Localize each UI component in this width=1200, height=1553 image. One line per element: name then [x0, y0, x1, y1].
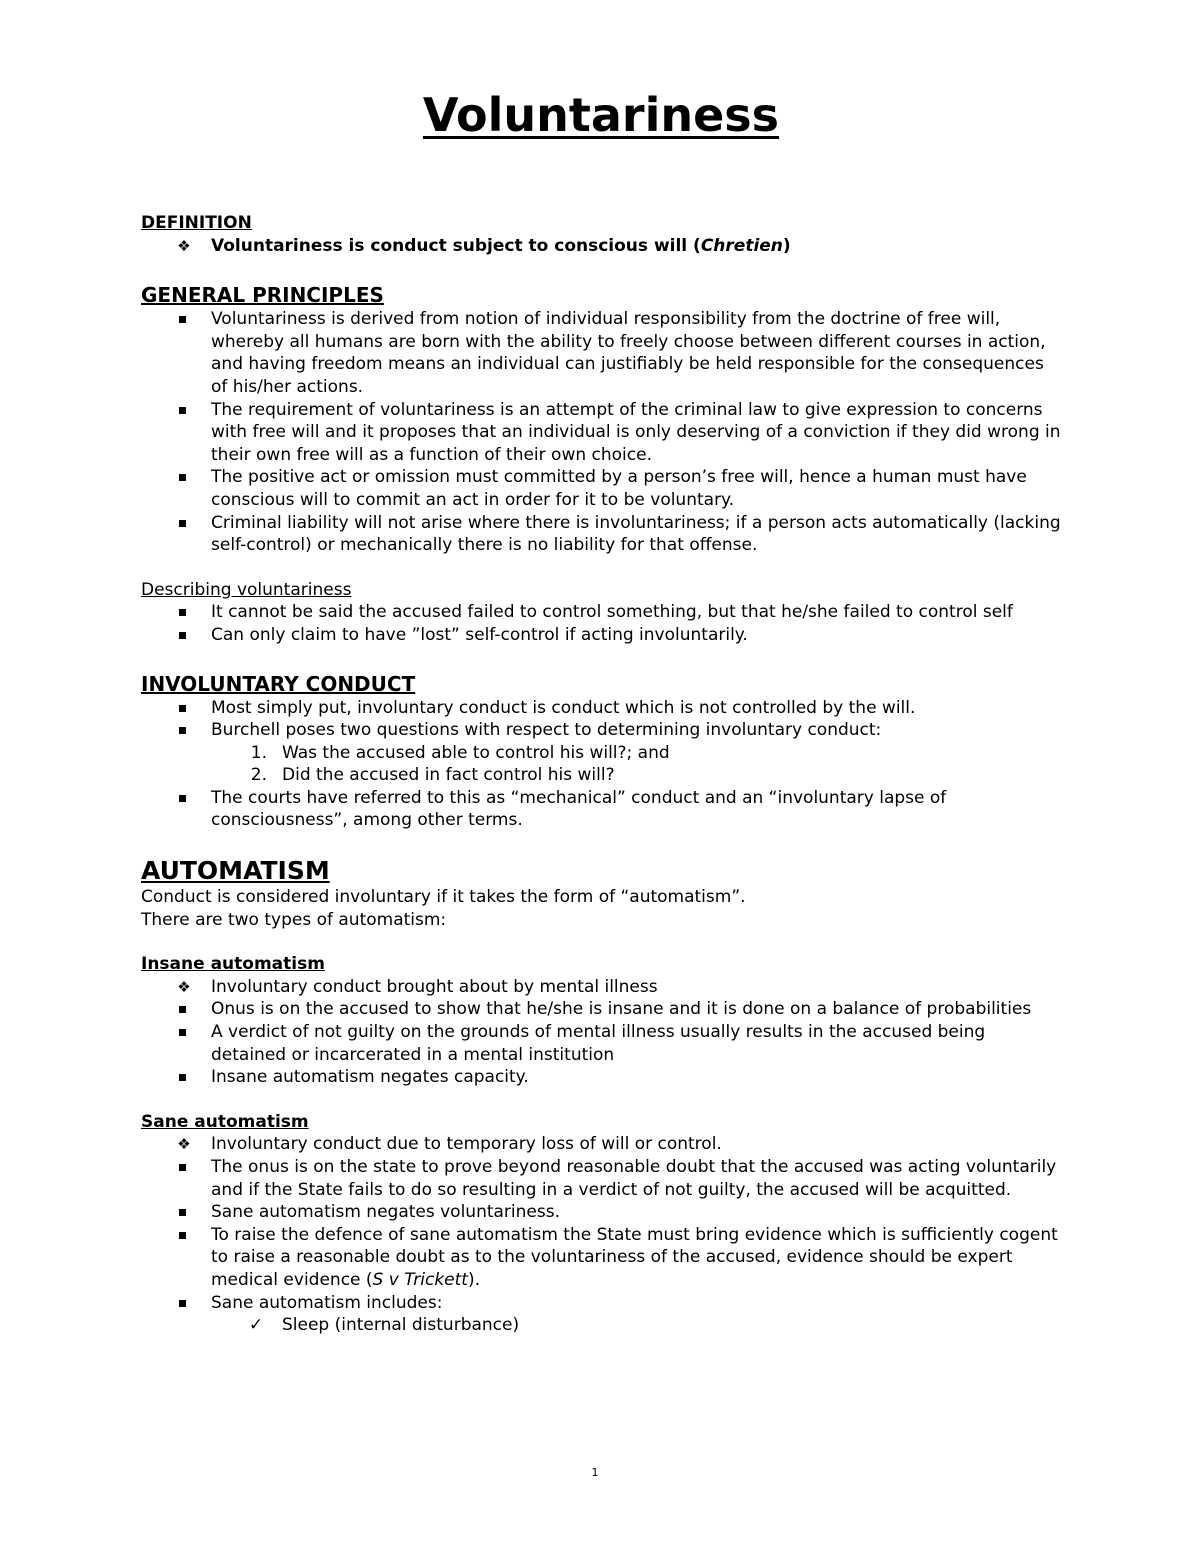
diamond-bullet-icon: ❖: [177, 236, 191, 255]
numbered-item: [141, 764, 1061, 787]
check-item-text: Sleep (internal disturbance): [282, 1315, 520, 1336]
insane-automatism-heading: Insane automatism: [141, 954, 325, 975]
list-item: [141, 787, 1061, 832]
list-item-text: Insane automatism negates capacity.: [211, 1067, 529, 1088]
numbered-item: [141, 742, 1061, 765]
square-bullet-icon: [179, 632, 186, 639]
square-bullet-icon: [179, 609, 186, 616]
list-item-text: Criminal liability will not arise where there is involuntariness; if a person acts automatically (lacking self-control) or mechanically there is no liability for that offense.: [211, 512, 1061, 556]
sane-automatism-heading: Sane automatism: [141, 1111, 309, 1132]
list-item: [141, 512, 1061, 557]
list-item-text: To raise the defence of sane automatism the State must bring evidence which is sufficiently cogent to raise a reasonable doubt as to the voluntariness of the accused, evidence should be expert medical evidence (: [211, 1224, 1058, 1290]
sane-includes-list: [141, 1314, 1061, 1337]
item-number: 2.: [250, 765, 267, 786]
square-bullet-icon: [179, 520, 186, 527]
checkmark-icon: ✓: [248, 1315, 264, 1336]
list-item: [141, 998, 1061, 1021]
list-item-text: Involuntary conduct due to temporary loss of will or control.: [211, 1134, 722, 1155]
list-item: [141, 1066, 1061, 1089]
square-bullet-icon: [179, 1232, 186, 1239]
involuntary-list-cont: [141, 787, 1061, 832]
list-item: [141, 235, 1061, 258]
square-bullet-icon: [179, 705, 186, 712]
diamond-bullet-icon: ❖: [177, 1135, 191, 1154]
list-item: [141, 624, 1061, 647]
list-item-text: Most simply put, involuntary conduct is conduct which is not controlled by the will.: [211, 697, 916, 718]
list-item-text: Onus is on the accused to show that he/she is insane and it is done on a balance of probabilities: [211, 999, 1032, 1020]
sane-list: [141, 1133, 1061, 1314]
general-principles-list: [141, 308, 1061, 557]
square-bullet-icon: [179, 316, 186, 323]
list-item-text: Sane automatism negates voluntariness.: [211, 1202, 560, 1223]
automatism-intro: Conduct is considered involuntary if it takes the form of “automatism”.: [141, 887, 746, 908]
list-item: [141, 1021, 1061, 1066]
list-item-text: The positive act or omission must committed by a person’s free will, hence a human must have conscious will to commit an act in order for it to be voluntary.: [211, 467, 1027, 510]
definition-close: ): [782, 235, 791, 256]
list-item: [141, 697, 1061, 720]
list-item-text: The requirement of voluntariness is an attempt of the criminal law to give expression to concerns with free will and it proposes that an individual is only deserving of a conviction if they did wrong in their own free will as a function of their own choice.: [211, 399, 1061, 465]
check-item: [141, 1314, 1061, 1337]
list-item: [141, 1292, 1061, 1315]
list-item-text: Voluntariness is derived from notion of individual responsibility from the doctrine of free will, whereby all humans are born with the ability to freely choose between different courses in action, and having freedom means an individual can justifiably be held responsible for the consequences of his/her actions.: [211, 309, 1046, 397]
square-bullet-icon: [179, 1300, 186, 1307]
list-item-text: The onus is on the state to prove beyond reasonable doubt that the accused was acting voluntarily and if the State fails to do so resulting in a verdict of not guilty, the accused will be acquitted.: [211, 1157, 1057, 1200]
diamond-bullet-icon: ❖: [177, 977, 191, 996]
numbered-item-text: Did the accused in fact control his will?: [282, 765, 615, 786]
list-item: [141, 601, 1061, 624]
page-title: Voluntariness: [422, 88, 780, 142]
square-bullet-icon: [179, 795, 186, 802]
list-item-text: Involuntary conduct brought about by mental illness: [211, 976, 658, 997]
involuntary-list: [141, 697, 1061, 742]
list-item-text: Sane automatism includes:: [211, 1292, 443, 1313]
list-item-text: The courts have referred to this as “mechanical” conduct and an “involuntary lapse of consciousness”, among other terms.: [211, 787, 947, 831]
definition-list: [141, 235, 1061, 258]
square-bullet-icon: [179, 1074, 186, 1081]
square-bullet-icon: [179, 727, 186, 734]
list-item: [141, 466, 1061, 511]
questions-list: [141, 742, 1061, 787]
list-item: [141, 308, 1061, 398]
list-item: [141, 976, 1061, 999]
numbered-item-text: Was the accused able to control his will?; and: [282, 742, 670, 763]
square-bullet-icon: [179, 1209, 186, 1216]
describing-heading: Describing voluntariness: [141, 579, 352, 600]
list-item-text: Burchell poses two questions with respect to determining involuntary conduct:: [211, 720, 882, 741]
square-bullet-icon: [179, 1164, 186, 1171]
automatism-heading: AUTOMATISM: [141, 856, 330, 886]
list-item: [141, 1201, 1061, 1224]
list-item: [141, 399, 1061, 467]
case-name: Chretien: [700, 235, 783, 256]
general-principles-heading: GENERAL PRINCIPLES: [141, 283, 384, 308]
list-item-text: Can only claim to have ”lost” self-control if acting involuntarily.: [211, 624, 748, 645]
definition-text: Voluntariness is conduct subject to conscious will (: [211, 235, 701, 256]
list-item-close: ).: [467, 1269, 481, 1290]
list-item-text: A verdict of not guilty on the grounds of mental illness usually results in the accused being detained or incarcerated in a mental institution: [211, 1022, 986, 1065]
square-bullet-icon: [179, 407, 186, 414]
square-bullet-icon: [179, 1006, 186, 1013]
involuntary-conduct-heading: INVOLUNTARY CONDUCT: [141, 671, 416, 696]
square-bullet-icon: [179, 474, 186, 481]
case-name: S v Trickett: [372, 1269, 468, 1290]
document-page: [141, 85, 1061, 1337]
list-item: [141, 719, 1061, 742]
item-number: 1.: [250, 742, 267, 763]
automatism-types: There are two types of automatism:: [141, 909, 447, 930]
list-item: [141, 1224, 1061, 1292]
square-bullet-icon: [179, 1029, 186, 1036]
page-number: 1: [591, 1466, 599, 1479]
list-item: [141, 1156, 1061, 1201]
list-item-text: It cannot be said the accused failed to control something, but that he/she failed to control self: [211, 602, 1013, 623]
list-item: [141, 1133, 1061, 1156]
definition-heading: DEFINITION: [141, 213, 252, 233]
describing-list: [141, 601, 1061, 646]
insane-list: [141, 976, 1061, 1089]
